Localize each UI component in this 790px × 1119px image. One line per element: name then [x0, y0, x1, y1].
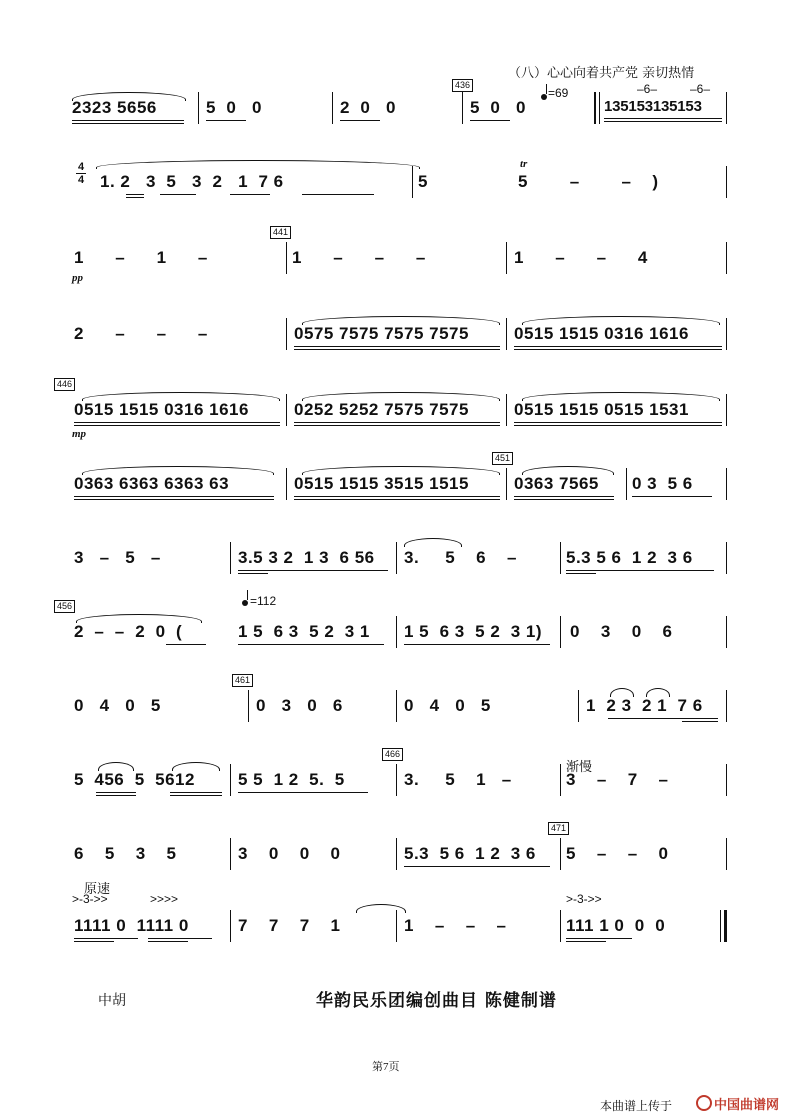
score-row-11 — [70, 823, 730, 876]
tempo-mark: =69 — [548, 86, 569, 100]
notes-segment: 3 – 5 – — [74, 548, 161, 567]
dynamic-pp: pp — [72, 272, 83, 284]
score-row-7 — [70, 540, 730, 580]
notes-segment: 5 0 0 — [206, 98, 262, 117]
notes-segment: 5 – – ) — [518, 172, 659, 191]
measure-number: 446 — [54, 378, 75, 391]
notes-segment: 7 7 7 1 — [238, 916, 341, 935]
notes-segment: 1 – 1 – — [74, 248, 208, 267]
page-number: 第7页 — [372, 1061, 400, 1073]
notes-segment: 3. 5 1 – — [404, 770, 512, 789]
notes-segment: 0575 7575 7575 7575 — [294, 324, 469, 343]
notes-segment: 0515 1515 3515 1515 — [294, 474, 469, 493]
time-signature: 4 4 — [77, 161, 85, 186]
tempo-mark: =112 — [250, 594, 277, 608]
notes-segment: 2 – – 2 0 ( — [74, 622, 183, 641]
trill-mark: tr — [520, 158, 528, 170]
notes-segment: 1 – – 4 — [514, 248, 648, 267]
score-row-10 — [70, 749, 730, 802]
notes-segment: 1. 2 3 5 3 2 1 7 6 — [100, 172, 284, 191]
notes-segment: 0 3 0 6 — [256, 696, 343, 715]
notes-segment: 3 0 0 0 — [238, 844, 341, 863]
notes-segment: 1 5 6 3 5 2 3 1 — [238, 622, 370, 641]
notes-segment: 0 3 0 6 — [570, 622, 673, 641]
notes-segment: 3 – 7 – — [566, 770, 669, 789]
notes-segment: 5 5 1 2 5. 5 — [238, 770, 345, 789]
quarter-note-icon — [242, 600, 248, 606]
text-mark-a-tempo: 原速 — [84, 881, 111, 896]
notes-segment: 0515 1515 0515 1531 — [514, 400, 689, 419]
score-row-12: 原速 >-3->> >>>> 1111 0 1111 0 7 7 7 1 1 – – – >-3->> 111 1 0 0 0 — [70, 908, 730, 948]
notes-segment: 0363 7565 — [514, 474, 599, 493]
measure-number: 466 — [382, 748, 403, 761]
notes-segment: 5 — [418, 172, 428, 191]
notes-segment: 5 – – 0 — [566, 844, 669, 863]
measure-number: 471 — [548, 822, 569, 835]
measure-number: 441 — [270, 226, 291, 239]
notes-segment: 0515 1515 0316 1616 — [514, 324, 689, 343]
site-logo-icon — [696, 1095, 712, 1111]
notes-segment: 1 – – – — [292, 248, 426, 267]
credit-line: 华韵民乐团编创曲目 陈健制谱 — [316, 991, 557, 1011]
notes-segment: 0515 1515 0316 1616 — [74, 400, 249, 419]
notes-segment: 0363 6363 6363 63 — [74, 474, 230, 493]
notes-segment: 5.3 5 6 1 2 3 6 — [404, 844, 536, 863]
instrument-label: 中胡 — [98, 992, 126, 1008]
notes-segment: 0 4 0 5 — [74, 696, 161, 715]
measure-number: 451 — [492, 452, 513, 465]
score-row-3 — [70, 227, 730, 284]
score-row-2 — [70, 158, 730, 204]
notes-segment: 1111 0 1111 0 — [74, 916, 189, 935]
score-row-1: 2323 5656 5 0 0 2 0 0 436 5 0 0 =69 –6– –6– 135153135153 — [70, 90, 730, 130]
measure-number: 461 — [232, 674, 253, 687]
dynamic-mp: mp — [72, 428, 87, 440]
score-row-6 — [70, 453, 730, 506]
notes-segment: 2 – – – — [74, 324, 208, 343]
notes-segment: 0 3 5 6 — [632, 474, 693, 493]
notes-segment: 6 5 3 5 — [74, 844, 177, 863]
notes-segment: 1 5 6 3 5 2 3 1) — [404, 622, 543, 641]
notes-segment: 2323 5656 — [72, 98, 157, 117]
measure-number: 436 — [452, 79, 473, 92]
notes-segment: 5 0 0 — [470, 98, 526, 117]
notes-segment: 1 2 3 2 1 7 6 — [586, 696, 703, 715]
notes-segment: 3.5 3 2 1 3 6 56 — [238, 548, 375, 567]
score-row-8 — [57, 594, 730, 654]
notes-segment: 5 456 5 5612 — [74, 770, 195, 789]
notes-segment: 0 4 0 5 — [404, 696, 491, 715]
notes-segment: 5.3 5 6 1 2 3 6 — [566, 548, 693, 567]
notes-segment: 3. 5 6 – — [404, 548, 517, 567]
site-logo-text: 中国曲谱网 — [714, 1098, 780, 1113]
score-row-5 — [57, 379, 730, 440]
text-mark-rit: 渐慢 — [566, 759, 593, 774]
notes-segment: 0252 5252 7575 7575 — [294, 400, 469, 419]
quarter-note-icon — [541, 94, 547, 100]
score-row-4 — [70, 316, 730, 356]
upload-note: 本曲谱上传于 — [600, 1099, 673, 1113]
section-title: （八）心心向着共产党 亲切热情 — [508, 66, 695, 81]
notes-segment: 2 0 0 — [340, 98, 396, 117]
measure-number: 456 — [54, 600, 75, 613]
site-logo[interactable] — [696, 1094, 779, 1113]
score-row-9 — [70, 675, 730, 728]
notes-segment: 135153135153 — [604, 98, 702, 115]
notes-segment: 1 – – – — [404, 916, 507, 935]
notes-segment: 111 1 0 0 0 — [566, 916, 666, 935]
